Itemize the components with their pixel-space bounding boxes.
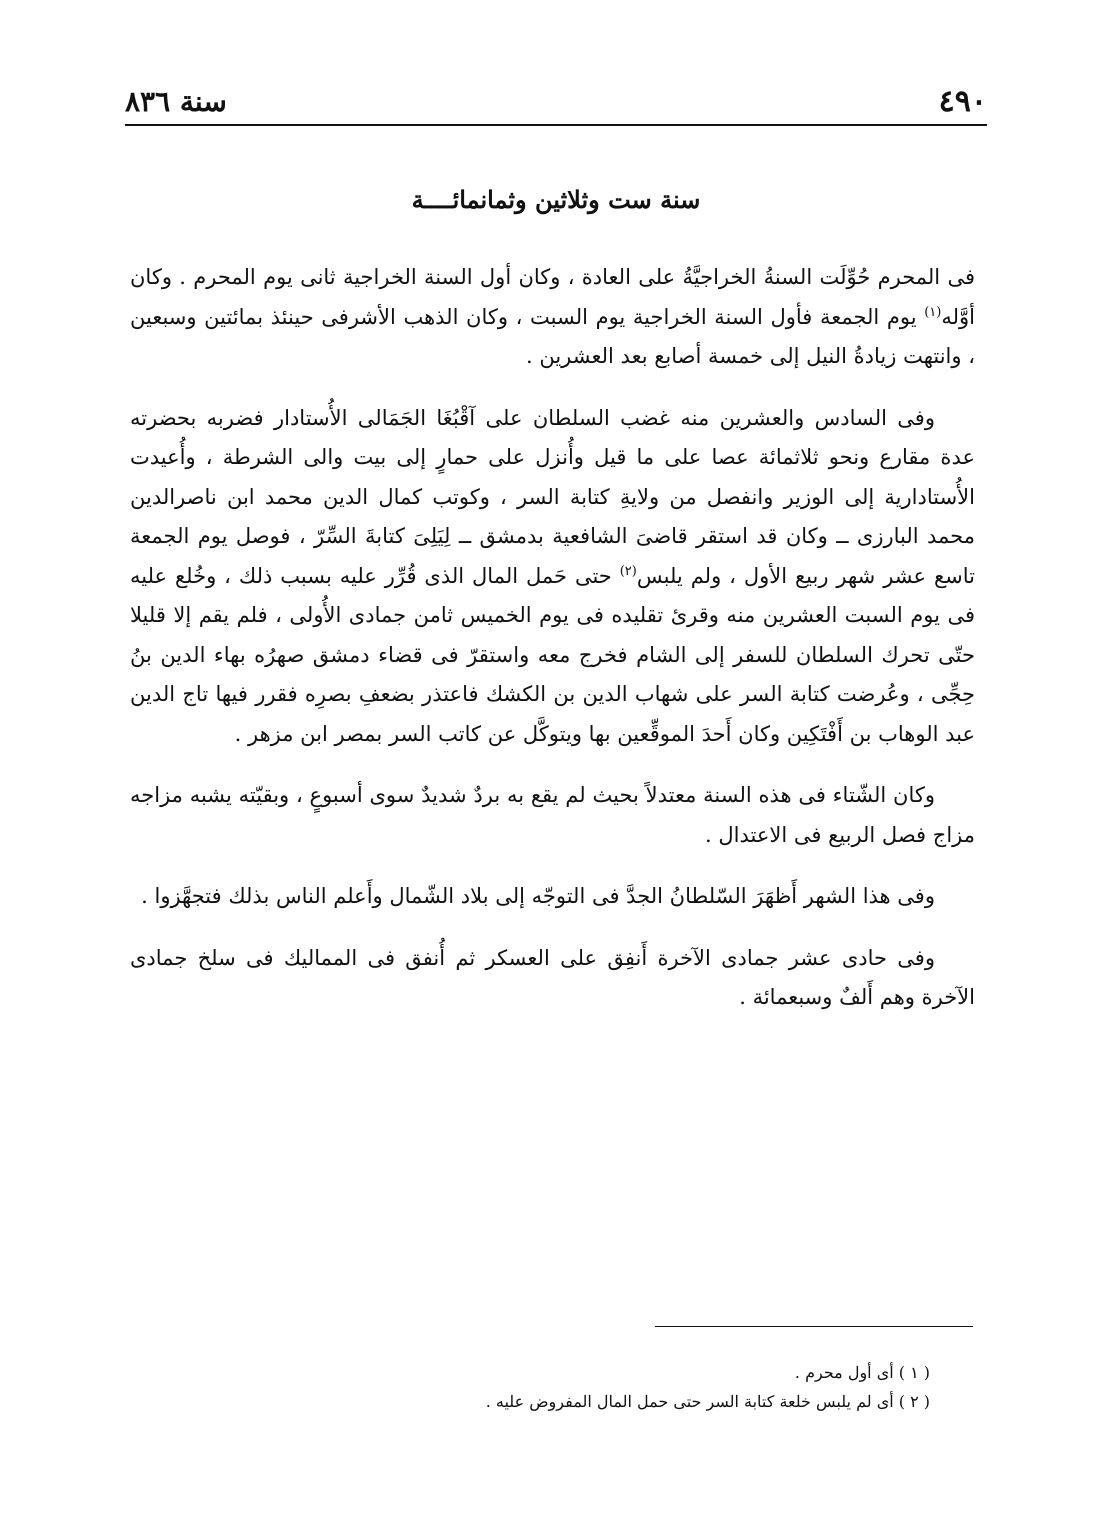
footnote-1: ( ١ ) أى أول محرم . (794, 1363, 930, 1382)
page-number: ٤٩٠ (938, 84, 987, 119)
footnote-rule (655, 1326, 973, 1327)
footnotes (400, 1358, 930, 1416)
running-head: سنة ٨٣٦ (125, 85, 227, 118)
paragraph-text: فى المحرم حُوِّلَت السنةُ الخراجيَّةُ على العادة ، وكان أول السنة الخراجية ثانى يوم المحرم . وكان أوَّله (130, 265, 975, 329)
footnote-marker: (٢) (619, 563, 637, 579)
paragraph-text: وفى حادى عشر جمادى الآخرة أَنفِق على العسكر ثم أُنفق فى المماليك فى سلخ جمادى الآخرة وهم أَلفٌ وسبعمائة . (130, 945, 975, 1009)
header-rule (125, 124, 987, 126)
paragraph-text: وفى هذا الشهر أَظهَرَ السّلطانُ الجدَّ فى التوجّه إلى بلاد الشّمال وأَعلم الناس بذلك فتجهَّزوا . (141, 884, 935, 908)
section-title: سنة ست وثلاثين وثمانمائــــة (411, 185, 701, 214)
footnote-marker: (١) (924, 304, 942, 320)
paragraph (130, 776, 975, 855)
paragraph-text: يوم الجمعة فأول السنة الخراجية يوم السبت ، وكان الذهب الأشرفى حينئذ بمائتين وسبعين ، وانتهت زيادةُ النيل إلى خمسة أصابع بعد العشرين . (130, 304, 975, 368)
paragraph (130, 877, 975, 917)
paragraph-text: وكان الشّتاء فى هذه السنة معتدلاً بحيث لم يقع به بردٌ شديدٌ سوى أسبوعٍ ، وبقيّته يشبه مزاجه مزاج فصل الربيع فى الاعتدال . (130, 783, 975, 847)
paragraph (130, 258, 975, 377)
paragraph (130, 939, 975, 1018)
footnote-2: ( ٢ ) أى لم يلبس خلعة كتابة السر حتى حمل المال المفروض عليه . (485, 1392, 930, 1411)
paragraph-text: وفى السادس والعشرين منه غضب السلطان على آقْبُغَا الجَمَالى الأُستادار فضربه بحضرته عدة مقارع ونحو ثلاثمائة عصا على ما قيل وأُنزل على حمارٍ إلى بيت والى الشرطة ، وأُعيدت الأُستادارية إلى الوزير وانفصل من ولايةِ كتابة السر ، وكوتب كمال الدين محمد ابن ناصرالدين محمد البارزى ــ وكان قد استقر قاضىَ الشافعية بدمشق ــ لِيَلِىَ كتابةَ السِّرّ ، فوصل يوم الجمعة تاسع عشر شهر ربيع الأول ، ولم يلبس (130, 405, 975, 588)
page-header (125, 80, 987, 124)
paragraph (130, 399, 975, 755)
body-text (130, 258, 975, 1040)
paragraph-text: حتى حَمل المال الذى قُرِّر عليه بسبب ذلك ، وخُلع عليه فى يوم السبت العشرين منه وقرئ تقليده فى يوم الخميس ثامن جمادى الأُولى ، فلم يقم إلا قليلا حتّى تحرك السلطان للسفر إلى الشام فخرج معه واستقرّ فى قضاء دمشق صهرُه بهاء الدين بنُ حِجِّى ، وعُرضت كتابة السر على شهاب الدين بن الكشك فاعتذر بضعفِ بصرِه فقرر فيها تاج الدين عبد الوهاب بن أَفْتَكِين وكان أَحدَ الموقِّعين بها ويتوكَّل عن كاتب السر بمصر ابن مزهر . (130, 563, 975, 746)
